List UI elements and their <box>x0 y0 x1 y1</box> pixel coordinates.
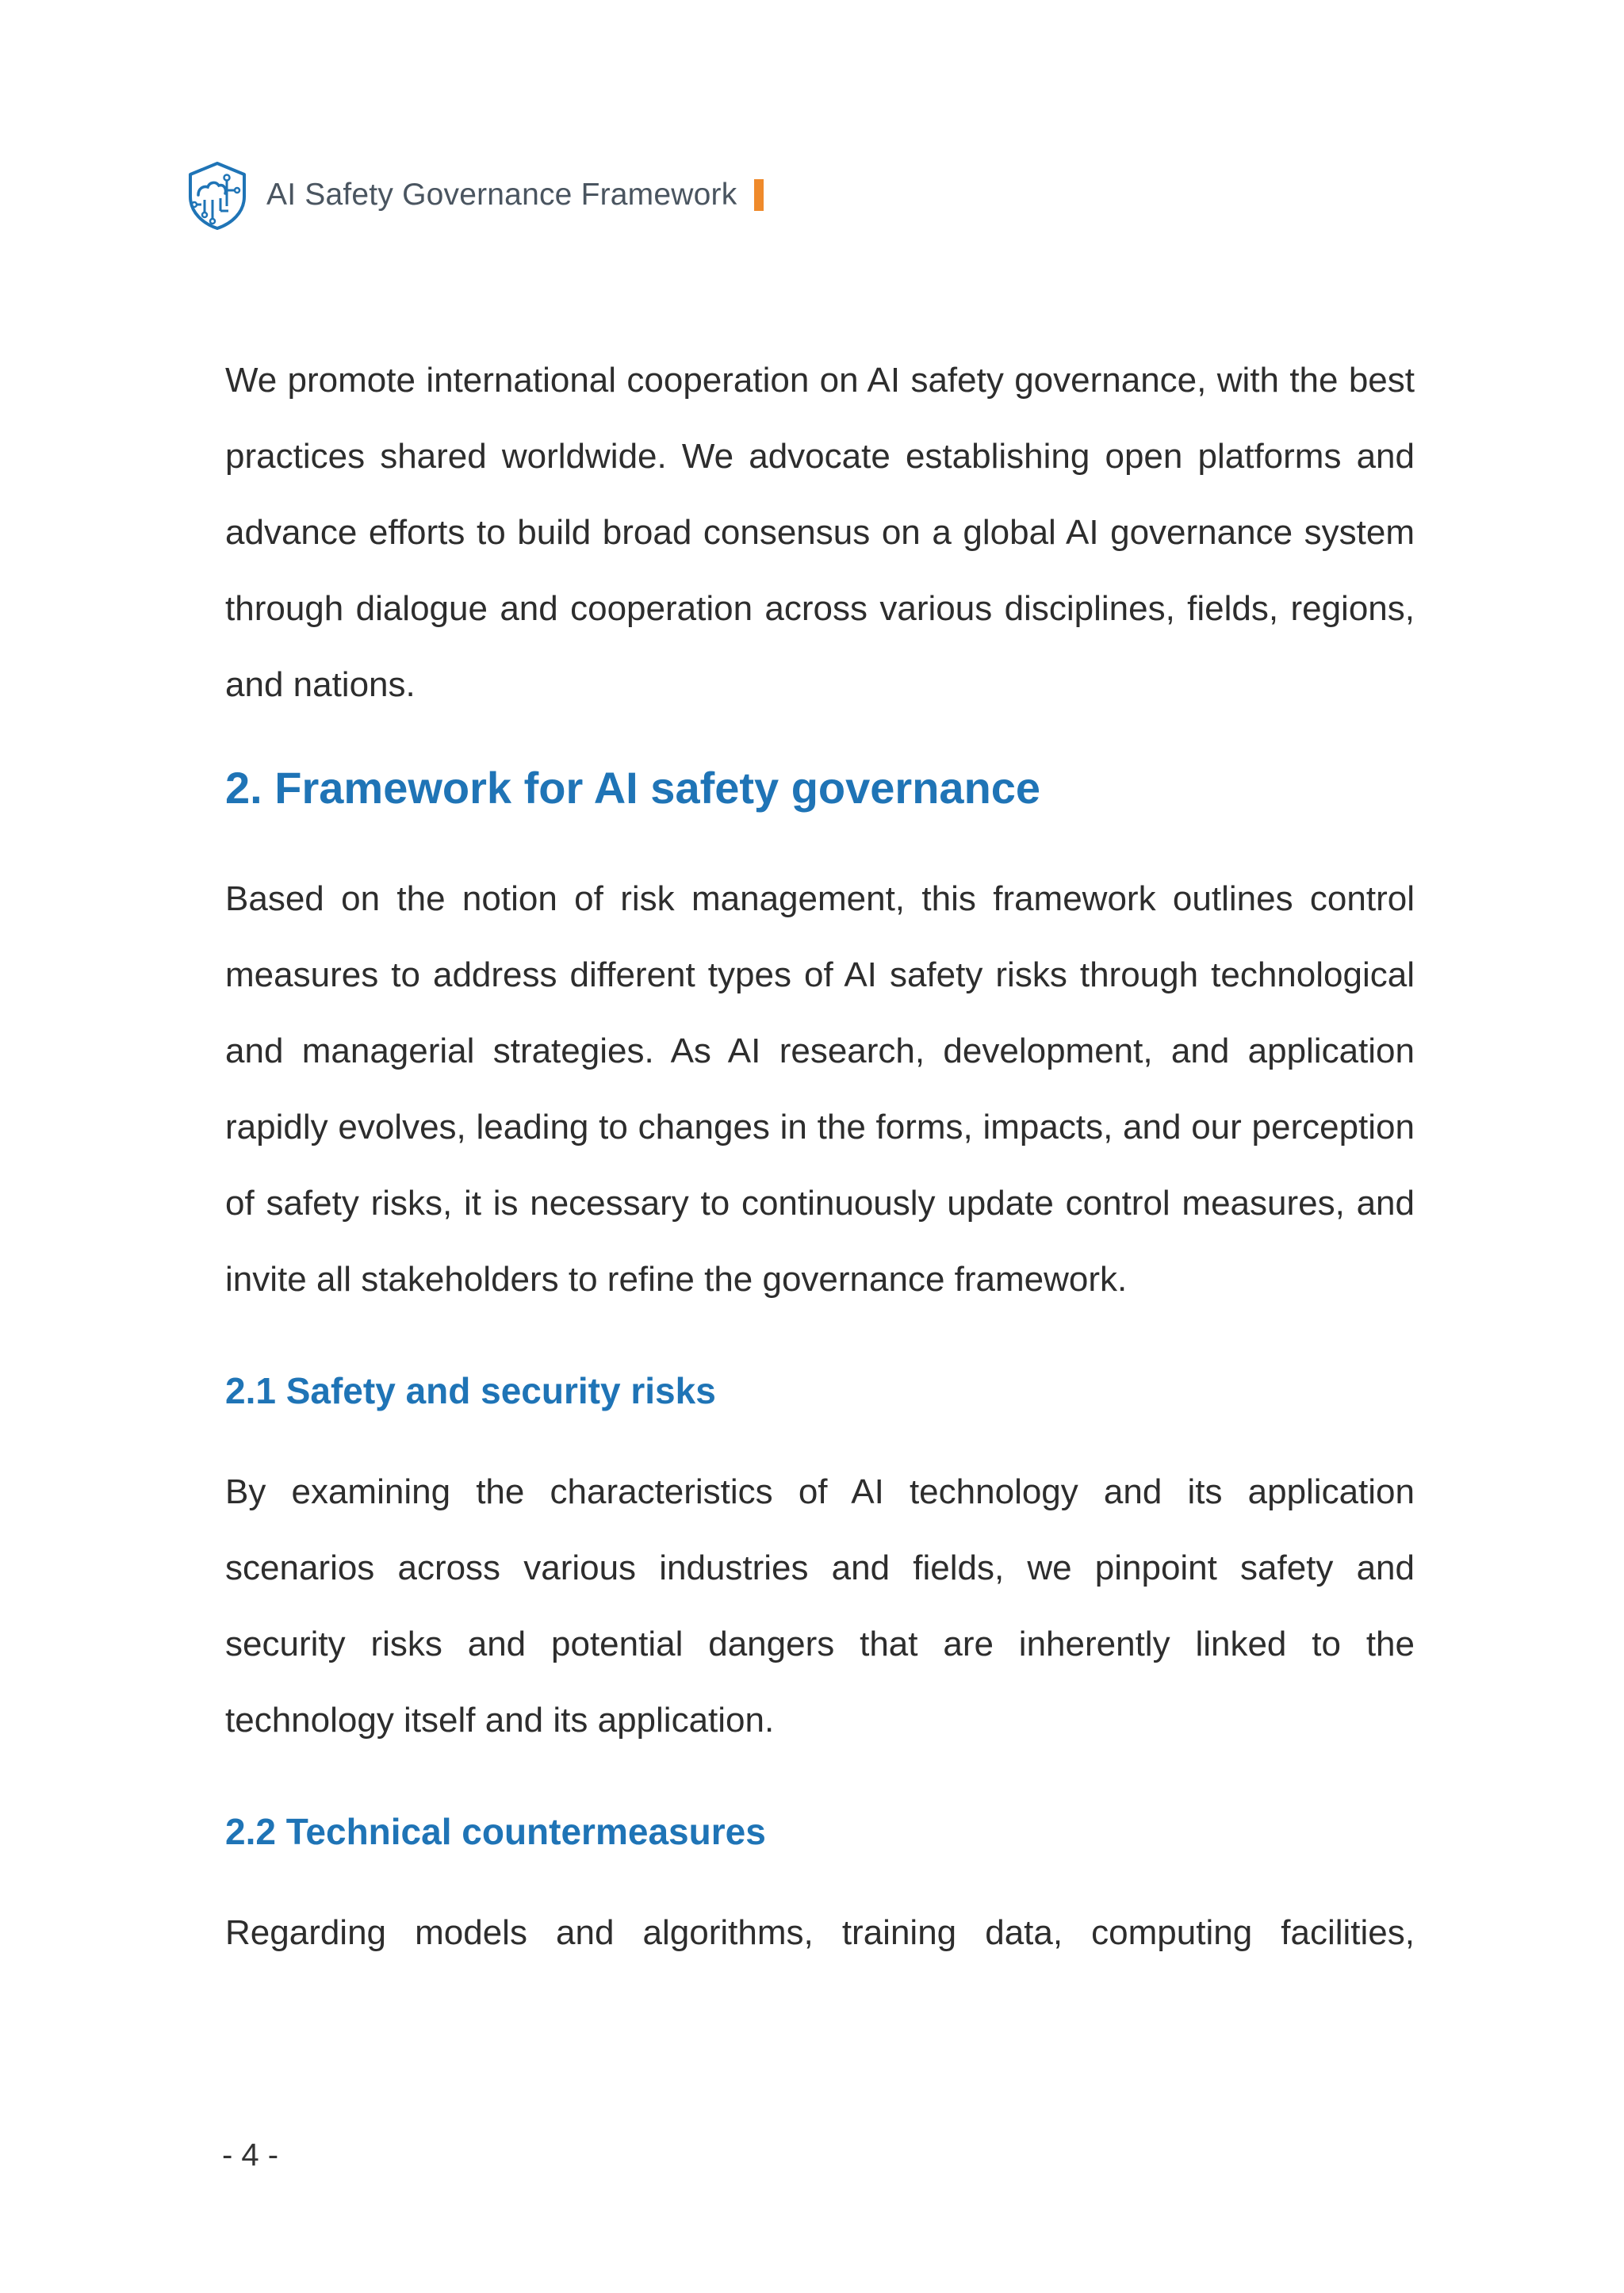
header-title: AI Safety Governance Framework <box>266 178 737 212</box>
paragraph-countermeasures: Regarding models and algorithms, training data, computing facilities, <box>225 1913 1415 1952</box>
shield-circuit-icon <box>181 159 254 232</box>
paragraph-framework: Based on the notion of risk management, this framework outlines control measures to address different types of AI safety risks through technological and managerial strategies. As AI research, development, and application rapidly evolves, leading to changes in the forms, impacts, and our perception of safety risks, it is necessary to continuously update control measures, and invite all stakeholders to refine the governance framework. <box>225 879 1415 1299</box>
page-number: - 4 - <box>222 2138 279 2172</box>
section-2-1-heading: 2.1 Safety and security risks <box>225 1370 716 1411</box>
header-accent-bar <box>754 179 764 211</box>
page-content <box>225 343 1415 1971</box>
section-2-heading: 2. Framework for AI safety governance <box>225 763 1041 813</box>
paragraph-intro: We promote international cooperation on AI safety governance, with the best practices shared worldwide. We advocate establishing open platforms and advance efforts to build broad consensus on a global AI governance system through dialogue and cooperation across various disciplines, fields, regions, and nations. <box>225 361 1415 704</box>
paragraph-risks: By examining the characteristics of AI technology and its application scenarios across various industries and fields, we pinpoint safety and security risks and potential dangers that are inherently linked to the technology itself and its application. <box>225 1472 1415 1740</box>
page-header <box>181 159 764 232</box>
section-2-2-heading: 2.2 Technical countermeasures <box>225 1811 766 1852</box>
